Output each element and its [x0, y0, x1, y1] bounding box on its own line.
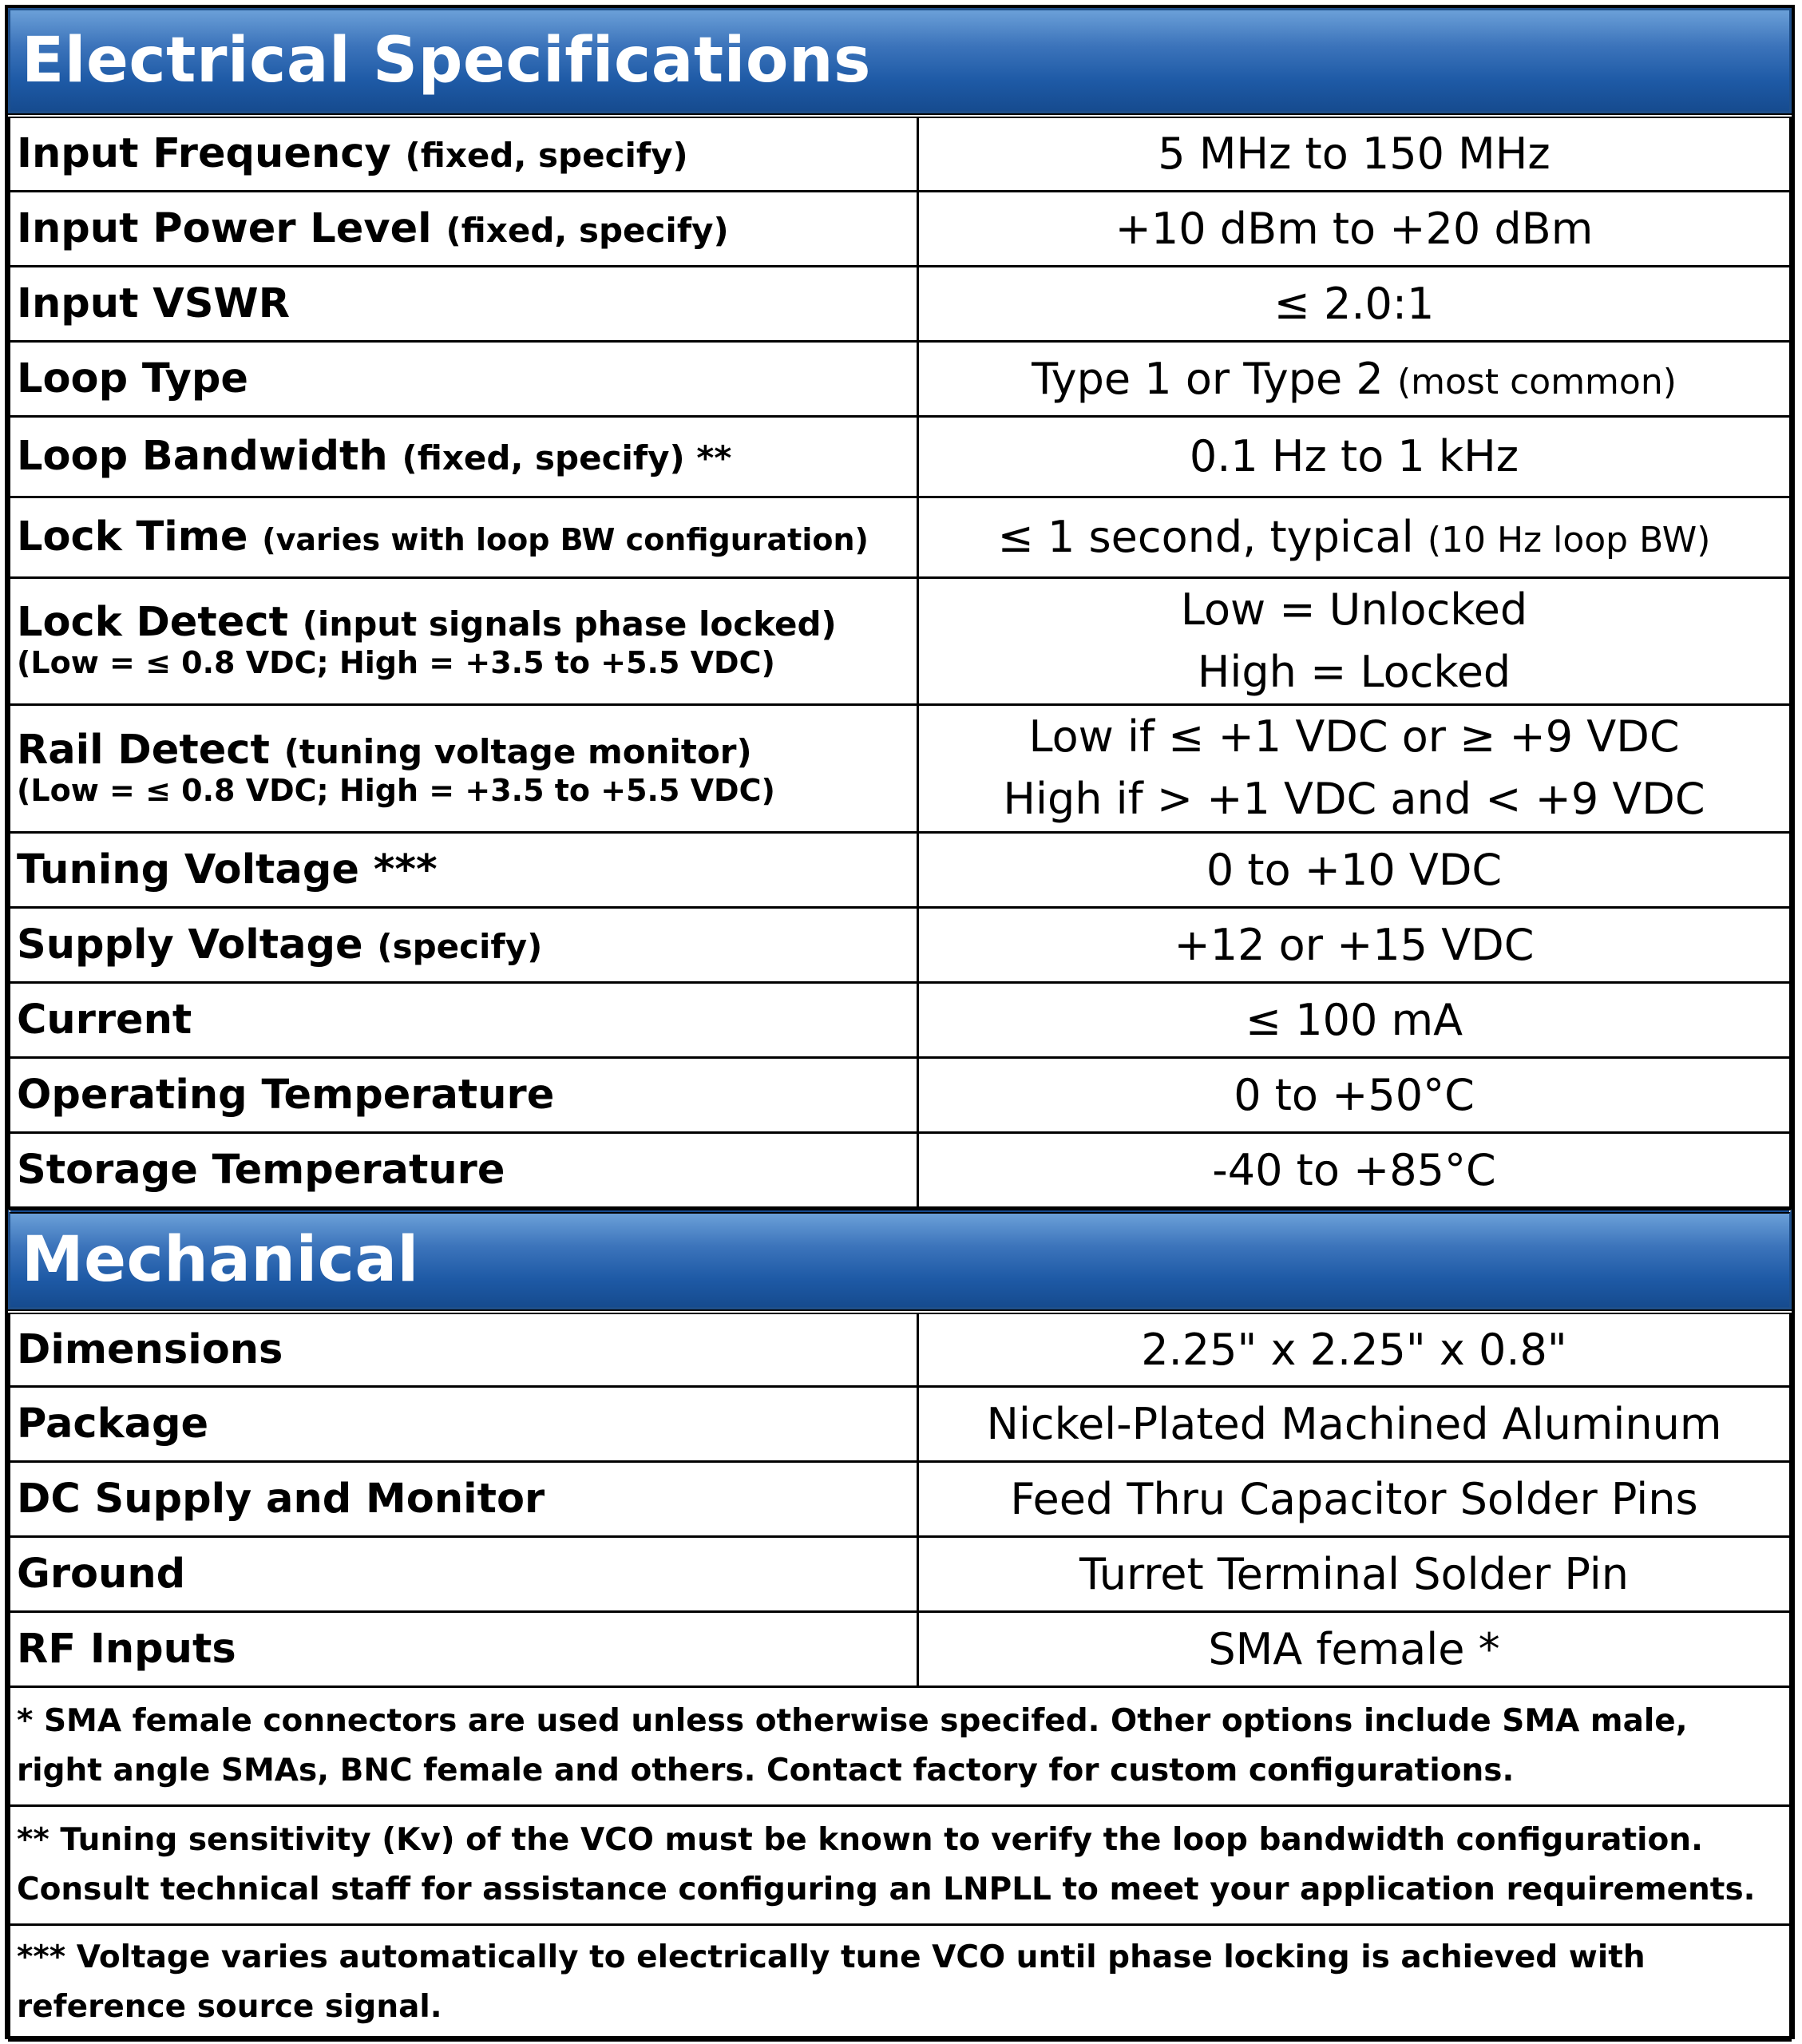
footnote-text: ** Tuning sensitivity (Kv) of the VCO must be known to verify the loop bandwidth configuration. Consult technical staff for assistance configuring an LNPLL to meet your application requirements.: [10, 1806, 1791, 1925]
spec-label: Tuning Voltage ***: [10, 832, 918, 907]
table-row: [10, 497, 1791, 577]
spec-value: 0 to +10 VDC: [918, 832, 1791, 907]
spec-value: Feed Thru Capacitor Solder Pins: [918, 1462, 1791, 1537]
mechanical-banner: [8, 1209, 1792, 1309]
spec-label: Lock Detect (input signals phase locked) (Low = ≤ 0.8 VDC; High = +3.5 to +5.5 VDC): [10, 577, 918, 705]
spec-value: Low = Unlocked High = Locked: [918, 577, 1791, 705]
table-row: [10, 416, 1791, 497]
spec-value: Low if ≤ +1 VDC or ≥ +9 VDC High if > +1 VDC and < +9 VDC: [918, 705, 1791, 833]
footnote-text: * SMA female connectors are used unless otherwise specifed. Other options include SMA male, right angle SMAs, BNC female and others. Contact factory for custom configurations.: [10, 1687, 1791, 1806]
table-row: [10, 577, 1791, 705]
spec-value: ≤ 100 mA: [918, 982, 1791, 1057]
spec-value: Nickel-Plated Machined Aluminum: [918, 1387, 1791, 1462]
table-row: [10, 907, 1791, 982]
spec-value: -40 to +85°C: [918, 1132, 1791, 1207]
table-row: [10, 191, 1791, 266]
spec-value: Turret Terminal Solder Pin: [918, 1537, 1791, 1612]
footnote-row: [10, 1687, 1791, 1806]
spec-label: RF Inputs: [10, 1612, 918, 1687]
spec-value: +12 or +15 VDC: [918, 907, 1791, 982]
table-row: [10, 1462, 1791, 1537]
table-row: [10, 832, 1791, 907]
spec-label: Input Power Level (fixed, specify): [10, 191, 918, 266]
spec-label: Loop Type: [10, 341, 918, 416]
spec-label: Loop Bandwidth (fixed, specify) **: [10, 416, 918, 497]
spec-label: Current: [10, 982, 918, 1057]
spec-label: Ground: [10, 1537, 918, 1612]
spec-label: DC Supply and Monitor: [10, 1462, 918, 1537]
table-row: [10, 1537, 1791, 1612]
spec-label: Supply Voltage (specify): [10, 907, 918, 982]
mechanical-title: Mechanical: [22, 1224, 419, 1297]
spec-value: SMA female *: [918, 1612, 1791, 1687]
footnote-text: *** Voltage varies automatically to electrically tune VCO until phase locking is achieved with reference source signal.: [10, 1925, 1791, 2041]
electrical-banner: [8, 8, 1792, 113]
spec-label: Package: [10, 1387, 918, 1462]
table-row: [10, 1312, 1791, 1387]
table-row: [10, 266, 1791, 341]
mechanical-table: [8, 1309, 1792, 2042]
spec-sheet: [5, 5, 1795, 2039]
table-row: [10, 1612, 1791, 1687]
spec-label: Dimensions: [10, 1312, 918, 1387]
spec-value: 0.1 Hz to 1 kHz: [918, 416, 1791, 497]
spec-label: Rail Detect (tuning voltage monitor) (Low = ≤ 0.8 VDC; High = +3.5 to +5.5 VDC): [10, 705, 918, 833]
spec-value: Type 1 or Type 2 (most common): [918, 341, 1791, 416]
electrical-title: Electrical Specifications: [22, 25, 871, 97]
spec-value: ≤ 2.0:1: [918, 266, 1791, 341]
spec-label: Lock Time (varies with loop BW configuration): [10, 497, 918, 577]
spec-value: 0 to +50°C: [918, 1057, 1791, 1132]
table-row: [10, 1132, 1791, 1207]
spec-sublabel: (Low = ≤ 0.8 VDC; High = +3.5 to +5.5 VDC): [17, 772, 775, 808]
electrical-table: [8, 113, 1792, 1209]
table-row: [10, 341, 1791, 416]
table-row: [10, 1387, 1791, 1462]
table-row: [10, 705, 1791, 833]
footnote-row: [10, 1925, 1791, 2041]
table-row: [10, 116, 1791, 191]
spec-label: Input VSWR: [10, 266, 918, 341]
spec-value: ≤ 1 second, typical (10 Hz loop BW): [918, 497, 1791, 577]
spec-value: +10 dBm to +20 dBm: [918, 191, 1791, 266]
footnote-row: [10, 1806, 1791, 1925]
spec-label: Storage Temperature: [10, 1132, 918, 1207]
spec-value: 2.25" x 2.25" x 0.8": [918, 1312, 1791, 1387]
table-row: [10, 982, 1791, 1057]
spec-label: Operating Temperature: [10, 1057, 918, 1132]
spec-value: 5 MHz to 150 MHz: [918, 116, 1791, 191]
table-row: [10, 1057, 1791, 1132]
spec-sublabel: (Low = ≤ 0.8 VDC; High = +3.5 to +5.5 VDC): [17, 645, 775, 681]
spec-label: Input Frequency (fixed, specify): [10, 116, 918, 191]
